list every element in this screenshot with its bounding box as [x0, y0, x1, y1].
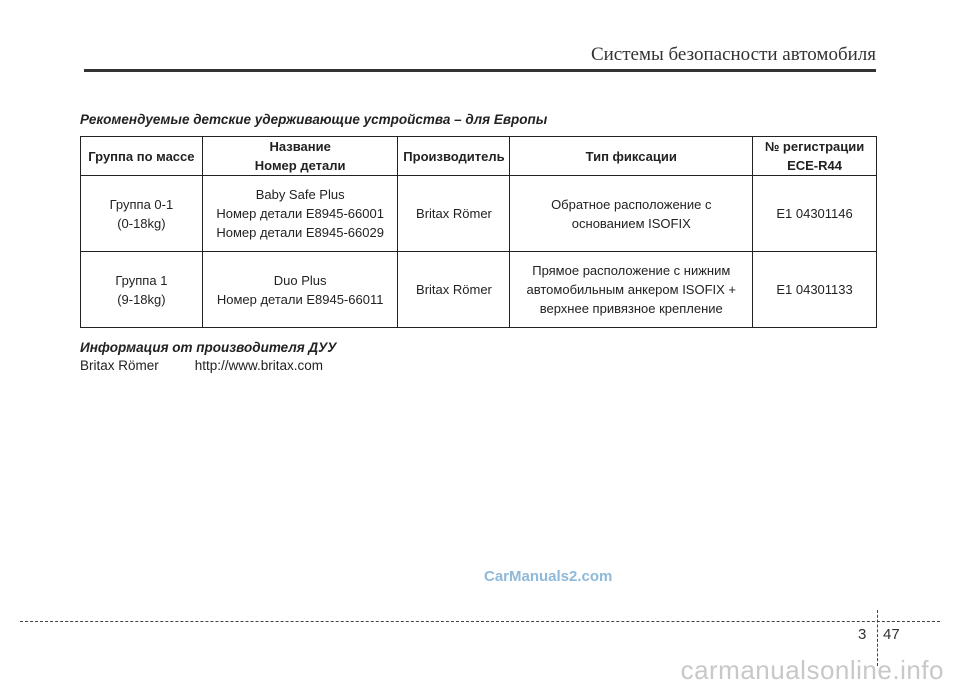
- header-registration: № регистрации ECE-R44: [753, 137, 877, 176]
- chapter-number: 3: [858, 626, 867, 643]
- table-row: [81, 176, 877, 252]
- cell-registration: E1 04301133: [753, 252, 877, 328]
- cell-manufacturer: Britax Römer: [398, 176, 510, 252]
- header-fixation-type: Тип фиксации: [510, 137, 753, 176]
- child-seat-table: [80, 136, 877, 328]
- footer-dashed-rule: [20, 621, 940, 622]
- table-row: [81, 252, 877, 328]
- cell-fixation-type: Прямое расположение с нижним автомобильным анкером ISOFIX + верхнее привязное крепление: [510, 252, 753, 328]
- cell-manufacturer: Britax Römer: [398, 252, 510, 328]
- footer-site-watermark: carmanualsonline.info: [680, 655, 944, 685]
- manufacturer-info-title: Информация от производителя ДУУ: [80, 340, 337, 355]
- cell-name-part-number: Duo Plus Номер детали E8945-66011: [202, 252, 398, 328]
- cell-weight-group: Группа 0-1 (0-18kg): [81, 176, 203, 252]
- section-title: Рекомендуемые детские удерживающие устройства – для Европы: [80, 112, 548, 127]
- manufacturer-url-link[interactable]: http://www.britax.com: [194, 358, 324, 373]
- manufacturer-info-line: [80, 358, 323, 373]
- cell-weight-group: Группа 1 (9-18kg): [81, 252, 203, 328]
- cell-name-part-number: Baby Safe Plus Номер детали E8945-66001 Номер детали E8945-66029: [202, 176, 398, 252]
- manufacturer-name: Britax Römer: [80, 358, 159, 373]
- header-rule: [84, 69, 876, 72]
- table-header-row: [81, 137, 877, 176]
- page-number: 47: [883, 626, 900, 643]
- watermark-logo: CarManuals2.com: [484, 568, 613, 585]
- cell-fixation-type: Обратное расположение с основанием ISOFIX: [510, 176, 753, 252]
- cell-registration: E1 04301146: [753, 176, 877, 252]
- header-name-part-number: Название Номер детали: [202, 137, 398, 176]
- page-header-title: Системы безопасности автомобиля: [590, 44, 876, 65]
- header-manufacturer: Производитель: [398, 137, 510, 176]
- header-weight-group: Группа по массе: [81, 137, 203, 176]
